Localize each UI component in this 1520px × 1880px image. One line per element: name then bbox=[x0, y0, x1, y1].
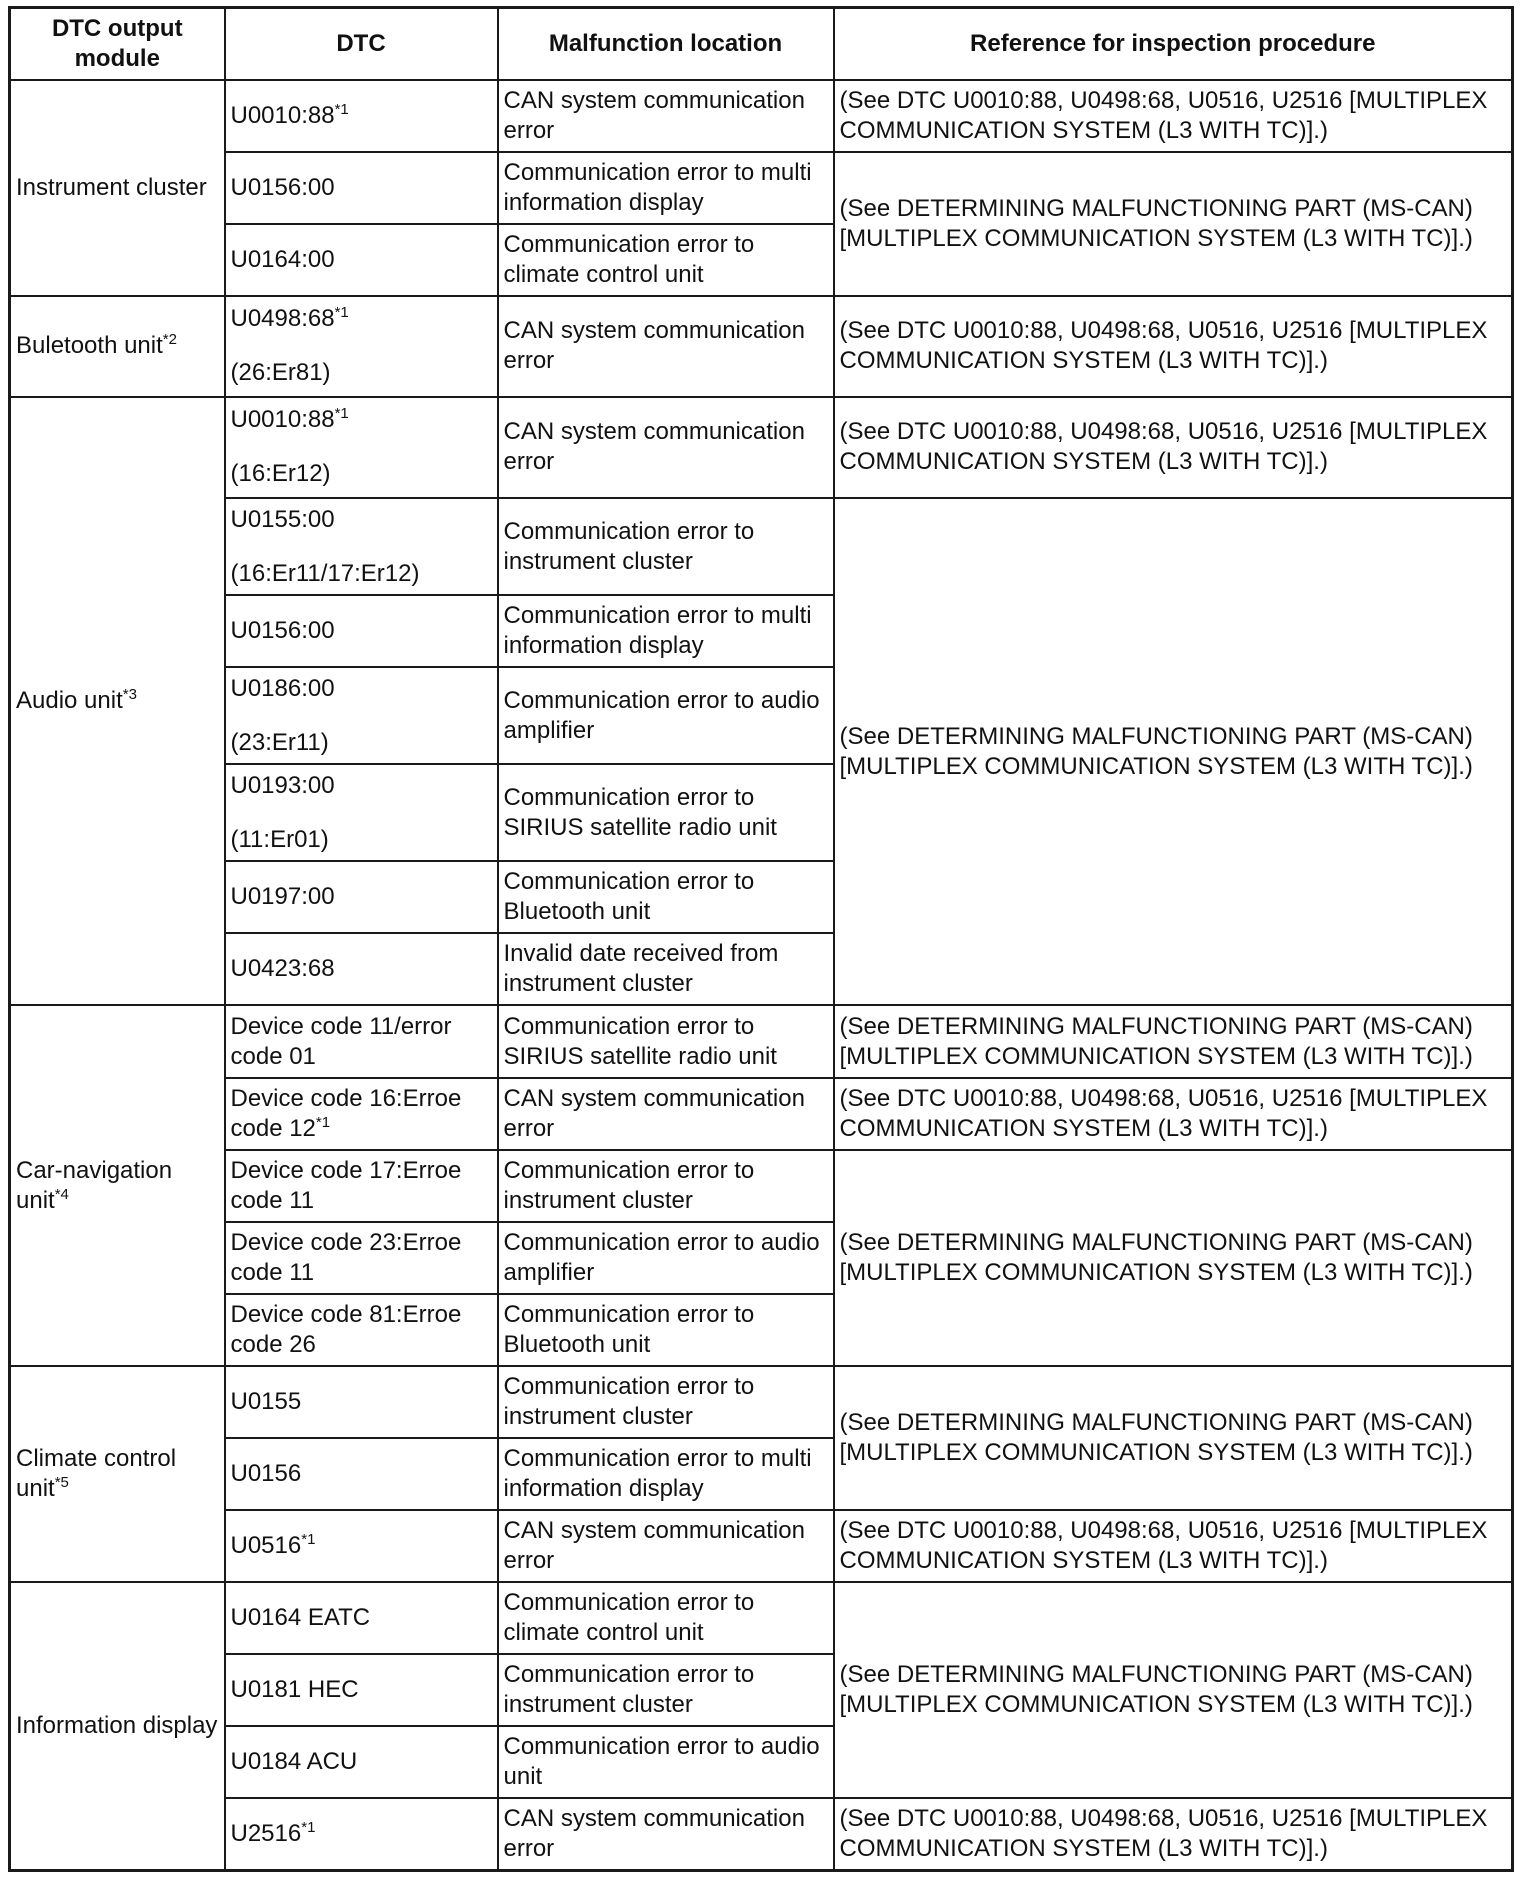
reference-cell: (See DTC U0010:88, U0498:68, U0516, U2516 [MULTIPLEX COMMUNICATION SYSTEM (L3 WITH TC)].) bbox=[834, 1078, 1513, 1150]
module-cell bbox=[10, 1005, 225, 1365]
table-row bbox=[10, 1078, 1513, 1150]
dtc-code: U0197:00 bbox=[230, 883, 335, 911]
header-reference: Reference for inspection procedure bbox=[834, 8, 1513, 80]
footnote-mark: *1 bbox=[334, 405, 349, 423]
location-cell: Invalid date received from instrument cluster bbox=[498, 933, 834, 1005]
table-row bbox=[10, 296, 1513, 397]
dtc-subcode: (26:Er81) bbox=[230, 359, 331, 387]
module-cell bbox=[10, 1582, 225, 1870]
dtc-code: U0184 ACU bbox=[230, 1748, 358, 1776]
dtc-subcode: (16:Er11/17:Er12) bbox=[230, 559, 420, 587]
dtc-code: U0516 bbox=[230, 1532, 302, 1560]
dtc-cell bbox=[225, 1005, 498, 1077]
reference-cell: (See DETERMINING MALFUNCTIONING PART (MS-CAN) [MULTIPLEX COMMUNICATION SYSTEM (L3 WITH TC)].) bbox=[834, 1366, 1513, 1510]
location-cell: Communication error to multi information display bbox=[498, 1438, 834, 1510]
location-cell: CAN system communication error bbox=[498, 296, 834, 397]
dtc-cell bbox=[225, 764, 498, 861]
footnote-mark: *3 bbox=[122, 686, 137, 704]
dtc-code: Device code 23:Erroe code 11 bbox=[230, 1228, 462, 1286]
dtc-code: U0181 HEC bbox=[230, 1676, 359, 1704]
location-cell: Communication error to climate control unit bbox=[498, 224, 834, 296]
reference-cell: (See DTC U0010:88, U0498:68, U0516, U2516 [MULTIPLEX COMMUNICATION SYSTEM (L3 WITH TC)].) bbox=[834, 1798, 1513, 1870]
location-cell: CAN system communication error bbox=[498, 397, 834, 498]
dtc-code: U0423:68 bbox=[230, 955, 335, 983]
table-row bbox=[10, 1005, 1513, 1077]
dtc-code: U0193:00 bbox=[230, 771, 335, 799]
footnote-mark: *5 bbox=[54, 1473, 69, 1491]
location-cell: Communication error to audio unit bbox=[498, 1726, 834, 1798]
dtc-subcode: (11:Er01) bbox=[230, 825, 329, 853]
dtc-cell bbox=[225, 595, 498, 667]
dtc-code: U0164:00 bbox=[230, 245, 335, 273]
dtc-cell bbox=[225, 80, 498, 152]
dtc-cell bbox=[225, 1582, 498, 1654]
footnote-mark: *4 bbox=[54, 1185, 69, 1203]
reference-cell: (See DETERMINING MALFUNCTIONING PART (MS-CAN) [MULTIPLEX COMMUNICATION SYSTEM (L3 WITH TC)].) bbox=[834, 498, 1513, 1006]
reference-cell: (See DETERMINING MALFUNCTIONING PART (MS-CAN) [MULTIPLEX COMMUNICATION SYSTEM (L3 WITH TC)].) bbox=[834, 1150, 1513, 1366]
location-cell: Communication error to instrument cluster bbox=[498, 1366, 834, 1438]
dtc-cell bbox=[225, 861, 498, 933]
module-label: Climate control unit bbox=[16, 1444, 177, 1502]
dtc-code: U0164 EATC bbox=[230, 1604, 371, 1632]
dtc-cell bbox=[225, 1510, 498, 1582]
dtc-cell bbox=[225, 498, 498, 595]
dtc-code: U0156:00 bbox=[230, 617, 335, 645]
dtc-code: U0186:00 bbox=[230, 674, 335, 702]
dtc-cell bbox=[225, 224, 498, 296]
dtc-cell bbox=[225, 152, 498, 224]
footnote-mark: *2 bbox=[162, 331, 177, 349]
location-cell: Communication error to climate control unit bbox=[498, 1582, 834, 1654]
location-cell: Communication error to instrument cluster bbox=[498, 1150, 834, 1222]
module-label: Audio unit bbox=[16, 687, 123, 715]
module-cell bbox=[10, 397, 225, 1006]
dtc-code: U0156:00 bbox=[230, 173, 335, 201]
location-cell: Communication error to instrument cluster bbox=[498, 1654, 834, 1726]
location-cell: CAN system communication error bbox=[498, 80, 834, 152]
location-cell: Communication error to SIRIUS satellite radio unit bbox=[498, 764, 834, 861]
reference-cell: (See DTC U0010:88, U0498:68, U0516, U2516 [MULTIPLEX COMMUNICATION SYSTEM (L3 WITH TC)].) bbox=[834, 397, 1513, 498]
dtc-code: U2516 bbox=[230, 1820, 302, 1848]
module-cell bbox=[10, 296, 225, 397]
table-row bbox=[10, 152, 1513, 224]
table-row bbox=[10, 1582, 1513, 1654]
table-body bbox=[10, 80, 1513, 1871]
reference-cell: (See DTC U0010:88, U0498:68, U0516, U2516 [MULTIPLEX COMMUNICATION SYSTEM (L3 WITH TC)].) bbox=[834, 296, 1513, 397]
table-row bbox=[10, 1150, 1513, 1222]
table-row bbox=[10, 1366, 1513, 1438]
module-label: Information display bbox=[16, 1712, 218, 1740]
dtc-cell bbox=[225, 1150, 498, 1222]
footnote-mark: *1 bbox=[334, 100, 349, 118]
dtc-code: U0155:00 bbox=[230, 505, 335, 533]
location-cell: Communication error to Bluetooth unit bbox=[498, 1294, 834, 1366]
dtc-code: U0010:88 bbox=[230, 101, 335, 129]
module-cell bbox=[10, 1366, 225, 1582]
location-cell: Communication error to multi information display bbox=[498, 595, 834, 667]
dtc-cell bbox=[225, 933, 498, 1005]
dtc-cell bbox=[225, 1726, 498, 1798]
footnote-mark: *1 bbox=[301, 1531, 316, 1549]
header-location: Malfunction location bbox=[498, 8, 834, 80]
dtc-subcode: (23:Er11) bbox=[230, 728, 329, 756]
dtc-cell bbox=[225, 397, 498, 498]
table-row bbox=[10, 498, 1513, 595]
header-row bbox=[10, 8, 1513, 80]
reference-cell: (See DETERMINING MALFUNCTIONING PART (MS-CAN) [MULTIPLEX COMMUNICATION SYSTEM (L3 WITH TC)].) bbox=[834, 152, 1513, 296]
dtc-cell bbox=[225, 1654, 498, 1726]
location-cell: Communication error to instrument cluster bbox=[498, 498, 834, 595]
location-cell: CAN system communication error bbox=[498, 1078, 834, 1150]
location-cell: Communication error to audio amplifier bbox=[498, 667, 834, 764]
dtc-cell bbox=[225, 1294, 498, 1366]
module-label: Buletooth unit bbox=[16, 332, 163, 360]
location-cell: Communication error to multi information display bbox=[498, 152, 834, 224]
dtc-cell bbox=[225, 667, 498, 764]
location-cell: CAN system communication error bbox=[498, 1510, 834, 1582]
footnote-mark: *1 bbox=[334, 304, 349, 322]
table-row bbox=[10, 1510, 1513, 1582]
reference-cell: (See DETERMINING MALFUNCTIONING PART (MS-CAN) [MULTIPLEX COMMUNICATION SYSTEM (L3 WITH TC)].) bbox=[834, 1005, 1513, 1077]
dtc-code: Device code 11/error code 01 bbox=[230, 1012, 452, 1070]
dtc-code: Device code 81:Erroe code 26 bbox=[230, 1300, 462, 1358]
table-row bbox=[10, 1798, 1513, 1870]
dtc-code: U0498:68 bbox=[230, 305, 335, 333]
reference-cell: (See DTC U0010:88, U0498:68, U0516, U2516 [MULTIPLEX COMMUNICATION SYSTEM (L3 WITH TC)].) bbox=[834, 1510, 1513, 1582]
dtc-cell bbox=[225, 1366, 498, 1438]
reference-cell: (See DETERMINING MALFUNCTIONING PART (MS-CAN) [MULTIPLEX COMMUNICATION SYSTEM (L3 WITH TC)].) bbox=[834, 1582, 1513, 1798]
dtc-code: Device code 17:Erroe code 11 bbox=[230, 1156, 462, 1214]
reference-cell: (See DTC U0010:88, U0498:68, U0516, U2516 [MULTIPLEX COMMUNICATION SYSTEM (L3 WITH TC)].) bbox=[834, 80, 1513, 152]
table-row bbox=[10, 80, 1513, 152]
location-cell: CAN system communication error bbox=[498, 1798, 834, 1870]
dtc-cell bbox=[225, 296, 498, 397]
table-row bbox=[10, 397, 1513, 498]
dtc-table bbox=[8, 6, 1514, 1872]
module-label: Instrument cluster bbox=[16, 173, 207, 201]
footnote-mark: *1 bbox=[301, 1819, 316, 1837]
dtc-cell bbox=[225, 1222, 498, 1294]
location-cell: Communication error to audio amplifier bbox=[498, 1222, 834, 1294]
dtc-code: U0156 bbox=[230, 1459, 302, 1487]
module-cell bbox=[10, 80, 225, 296]
module-label: Car-navigation unit bbox=[16, 1156, 173, 1214]
header-module: DTC output module bbox=[10, 8, 225, 80]
location-cell: Communication error to Bluetooth unit bbox=[498, 861, 834, 933]
dtc-code: U0155 bbox=[230, 1387, 302, 1415]
header-dtc: DTC bbox=[225, 8, 498, 80]
dtc-cell bbox=[225, 1438, 498, 1510]
dtc-code: Device code 16:Erroe code 12 bbox=[230, 1084, 462, 1142]
dtc-code: U0010:88 bbox=[230, 406, 335, 434]
dtc-cell bbox=[225, 1078, 498, 1150]
dtc-subcode: (16:Er12) bbox=[230, 460, 331, 488]
footnote-mark: *1 bbox=[315, 1113, 331, 1131]
dtc-cell bbox=[225, 1798, 498, 1870]
location-cell: Communication error to SIRIUS satellite radio unit bbox=[498, 1005, 834, 1077]
